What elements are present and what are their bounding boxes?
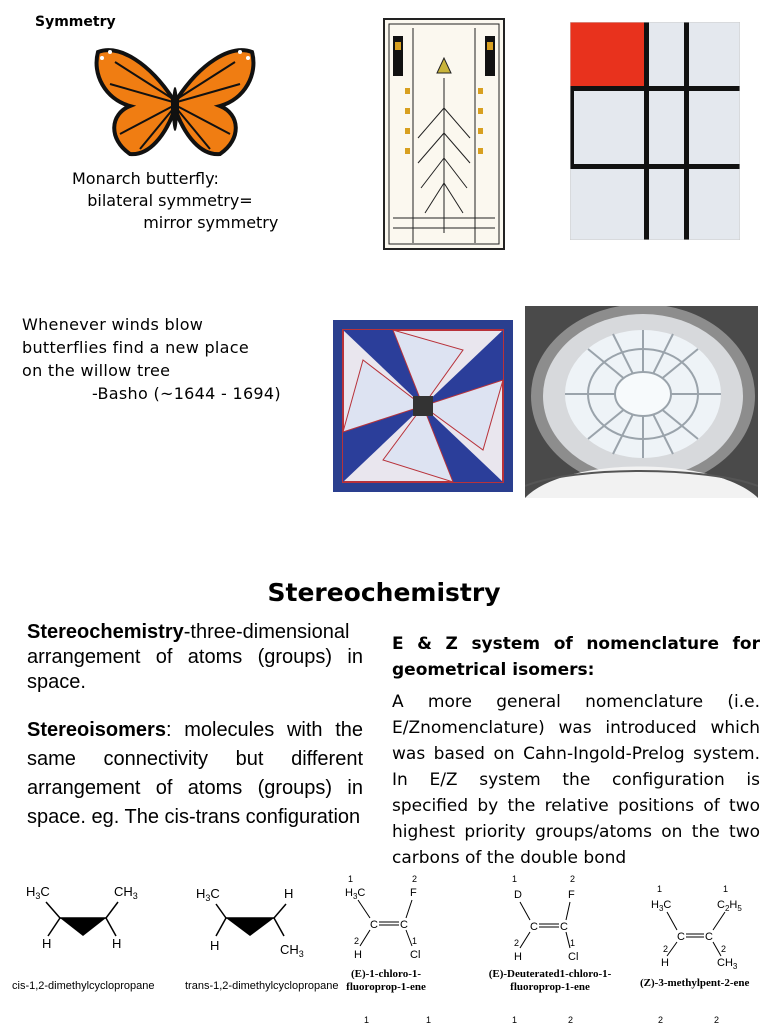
svg-text:1: 1	[570, 938, 576, 948]
svg-text:H: H	[661, 957, 669, 969]
svg-text:1: 1	[412, 936, 418, 946]
svg-text:H3C: $H_3C$	[345, 887, 366, 901]
caption-line: (E)-1-chloro-1-	[350, 968, 422, 980]
svg-text:H3C: $H_3C$	[196, 886, 220, 903]
symmetry-title: Symmetry	[35, 14, 116, 30]
svg-text:2: 2	[714, 1015, 720, 1024]
haiku-line: -Basho (~1644 - 1694)	[22, 384, 281, 403]
stained-glass-image	[383, 18, 505, 250]
svg-text:H: H	[210, 938, 220, 953]
svg-text:CH3: $CH_3$	[114, 884, 138, 901]
cis-structure	[18, 878, 168, 958]
trans-caption: trans-1,2-dimethylcyclopropane	[185, 980, 339, 992]
svg-text:1: 1	[512, 1015, 518, 1024]
svg-text:1: 1	[426, 1015, 432, 1024]
svg-text:C: C	[370, 919, 378, 931]
svg-text:H: H	[354, 949, 362, 961]
haiku-line: butterflies find a new place	[22, 338, 250, 357]
haiku	[22, 313, 281, 405]
svg-text:1: 1	[348, 874, 354, 884]
butterfly-image	[90, 44, 260, 164]
definition-text: : molecules with the same connectivity but different arrangement of atoms (groups) in space. eg. The cis-trans configuration	[27, 719, 363, 828]
svg-text:F: F	[410, 887, 417, 899]
definition-text: -three-dimensional arrangement of atoms (groups) in space.	[27, 621, 363, 693]
caption-line: (E)-Deuterated1-chloro-1-	[488, 968, 612, 980]
svg-text:2: 2	[658, 1015, 664, 1024]
svg-text:2: 2	[570, 874, 576, 884]
svg-text:H3C: $H_3C$	[651, 899, 672, 913]
e1-caption	[336, 968, 436, 994]
z-caption: (Z)-3-methylpent-2-ene	[640, 977, 750, 989]
z-structure	[645, 884, 755, 974]
svg-text:2: 2	[568, 1015, 574, 1024]
svg-text:CH3: $CH_3$	[280, 942, 304, 958]
svg-text:C: C	[705, 931, 713, 943]
svg-text:C: C	[677, 931, 685, 943]
right-column	[392, 631, 760, 871]
svg-text:1: 1	[657, 884, 663, 894]
svg-text:2: 2	[721, 944, 727, 954]
svg-text:H: H	[514, 951, 522, 963]
mondrian-image	[570, 22, 740, 240]
svg-text:CH3: $CH_3$	[717, 957, 738, 971]
haiku-line: Whenever winds blow	[22, 315, 204, 334]
svg-text:Cl: Cl	[410, 949, 421, 961]
caption-line: mirror symmetry	[72, 213, 279, 232]
svg-text:H3C: $H_3C$	[26, 884, 50, 901]
haiku-line: on the willow tree	[22, 361, 171, 380]
cropped-structures-row	[360, 1012, 740, 1024]
svg-text:2: 2	[354, 936, 360, 946]
e2-caption	[475, 968, 625, 994]
svg-text:1: 1	[723, 884, 729, 894]
svg-text:1: 1	[364, 1015, 370, 1024]
svg-text:C: C	[530, 921, 538, 933]
svg-text:H: H	[284, 886, 294, 901]
section-title: Stereochemistry	[267, 578, 501, 607]
svg-text:D: D	[514, 889, 522, 901]
term: Stereochemistry	[27, 621, 184, 643]
definition-stereoisomers	[27, 716, 363, 832]
svg-text:2: 2	[514, 938, 520, 948]
svg-text:F: F	[568, 889, 575, 901]
svg-text:H: H	[42, 936, 52, 951]
ez-heading: E & Z system of nomenclature for geometrical isomers:	[392, 634, 760, 680]
definition-stereochemistry	[27, 620, 363, 695]
caption-line: bilateral symmetry=	[72, 191, 253, 210]
caption-line: fluoroprop-1-ene	[346, 981, 426, 993]
svg-text:Cl: Cl	[568, 951, 579, 963]
svg-text:C2H5: $C_2H_5$	[717, 899, 742, 913]
quilt-image	[333, 320, 513, 492]
svg-text:2: 2	[412, 874, 418, 884]
trans-structure	[190, 878, 320, 958]
left-column	[27, 620, 363, 832]
butterfly-caption	[72, 168, 278, 234]
rotunda-image	[525, 306, 758, 498]
term: Stereoisomers	[27, 719, 166, 741]
svg-text:H: H	[112, 936, 122, 951]
e1-structure	[340, 872, 440, 967]
svg-text:C: C	[560, 921, 568, 933]
caption-line: Monarch butterfly:	[72, 169, 219, 188]
ez-body: A more general nomenclature (i.e. E/Znomenclature) was introduced which was based on Cahn-Ingold-Prelog system. In E/Z system the configuration is specified by the relative positions of two highest priority groups/atoms on the two carbons of the double bond	[392, 692, 760, 868]
e2-structure	[500, 872, 600, 967]
svg-text:1: 1	[512, 874, 518, 884]
svg-text:C: C	[400, 919, 408, 931]
cis-caption: cis-1,2-dimethylcyclopropane	[12, 980, 155, 992]
svg-text:2: 2	[663, 944, 669, 954]
caption-line: fluoroprop-1-ene	[510, 981, 590, 993]
